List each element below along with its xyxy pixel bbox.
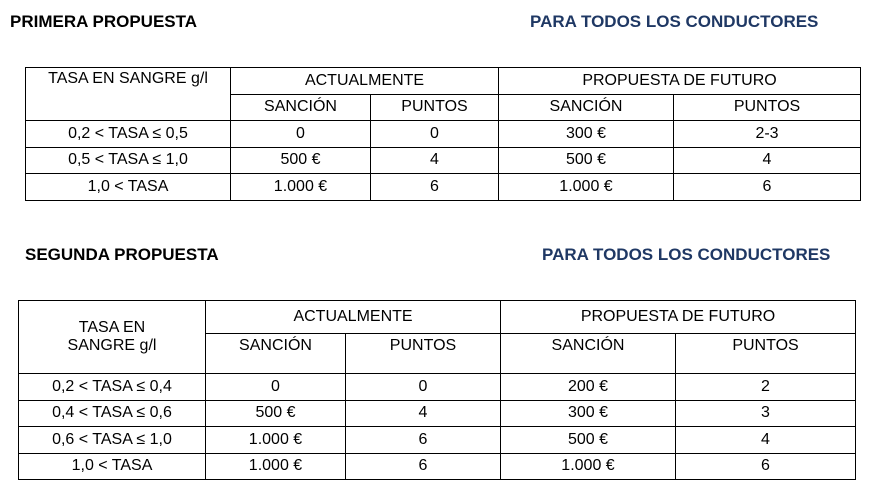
group-future-header: PROPUESTA DE FUTURO	[499, 68, 861, 95]
future-points-cell: 4	[674, 147, 861, 174]
current-sanction-header: SANCIÓN	[231, 94, 371, 121]
rate-cell: 1,0 < TASA	[26, 174, 231, 201]
future-points-cell: 2	[676, 374, 856, 401]
future-points-cell: 2-3	[674, 121, 861, 148]
future-points-header: PUNTOS	[676, 334, 856, 374]
future-sanction-cell: 200 €	[501, 374, 676, 401]
future-sanction-cell: 300 €	[499, 121, 674, 148]
current-points-cell: 6	[371, 174, 499, 201]
current-points-cell: 6	[346, 427, 501, 454]
rate-cell: 0,2 < TASA ≤ 0,4	[19, 374, 206, 401]
table-row	[19, 400, 856, 427]
current-sanction-cell: 0	[231, 121, 371, 148]
current-sanction-cell: 1.000 €	[231, 174, 371, 201]
current-points-cell: 0	[346, 374, 501, 401]
future-sanction-cell: 500 €	[501, 427, 676, 454]
section1-title: PRIMERA PROPUESTA	[10, 12, 198, 31]
rate-cell: 0,5 < TASA ≤ 1,0	[26, 147, 231, 174]
current-points-header: PUNTOS	[346, 334, 501, 374]
current-sanction-cell: 1.000 €	[206, 453, 346, 480]
table-row	[26, 147, 861, 174]
future-sanction-cell: 300 €	[501, 400, 676, 427]
section2-subtitle: PARA TODOS LOS CONDUCTORES	[542, 245, 831, 264]
rate-cell: 0,4 < TASA ≤ 0,6	[19, 400, 206, 427]
future-sanction-cell: 1.000 €	[501, 453, 676, 480]
future-sanction-cell: 1.000 €	[499, 174, 674, 201]
table-segunda-propuesta	[18, 300, 856, 480]
future-points-header: PUNTOS	[674, 94, 861, 121]
current-sanction-cell: 1.000 €	[206, 427, 346, 454]
current-sanction-header: SANCIÓN	[206, 334, 346, 374]
current-points-cell: 4	[371, 147, 499, 174]
table-row	[26, 174, 861, 201]
group-current-header: ACTUALMENTE	[231, 68, 499, 95]
future-sanction-header: SANCIÓN	[501, 334, 676, 374]
rate-cell: 0,2 < TASA ≤ 0,5	[26, 121, 231, 148]
section2-title: SEGUNDA PROPUESTA	[25, 245, 219, 264]
current-points-cell: 4	[346, 400, 501, 427]
current-points-cell: 0	[371, 121, 499, 148]
rate-header: TASA EN SANGRE g/l	[19, 301, 206, 374]
rate-cell: 0,6 < TASA ≤ 1,0	[19, 427, 206, 454]
current-sanction-cell: 0	[206, 374, 346, 401]
table-row	[26, 121, 861, 148]
group-future-header: PROPUESTA DE FUTURO	[501, 301, 856, 334]
future-sanction-cell: 500 €	[499, 147, 674, 174]
rate-cell: 1,0 < TASA	[19, 453, 206, 480]
future-points-cell: 4	[676, 427, 856, 454]
table-row	[19, 427, 856, 454]
table-row	[19, 374, 856, 401]
current-sanction-cell: 500 €	[231, 147, 371, 174]
rate-header: TASA EN SANGRE g/l	[26, 68, 231, 121]
future-sanction-header: SANCIÓN	[499, 94, 674, 121]
current-points-cell: 6	[346, 453, 501, 480]
group-current-header: ACTUALMENTE	[206, 301, 501, 334]
current-points-header: PUNTOS	[371, 94, 499, 121]
current-sanction-cell: 500 €	[206, 400, 346, 427]
future-points-cell: 6	[676, 453, 856, 480]
table-row	[19, 453, 856, 480]
table-primera-propuesta	[25, 67, 861, 201]
future-points-cell: 6	[674, 174, 861, 201]
future-points-cell: 3	[676, 400, 856, 427]
section1-subtitle: PARA TODOS LOS CONDUCTORES	[530, 12, 819, 31]
